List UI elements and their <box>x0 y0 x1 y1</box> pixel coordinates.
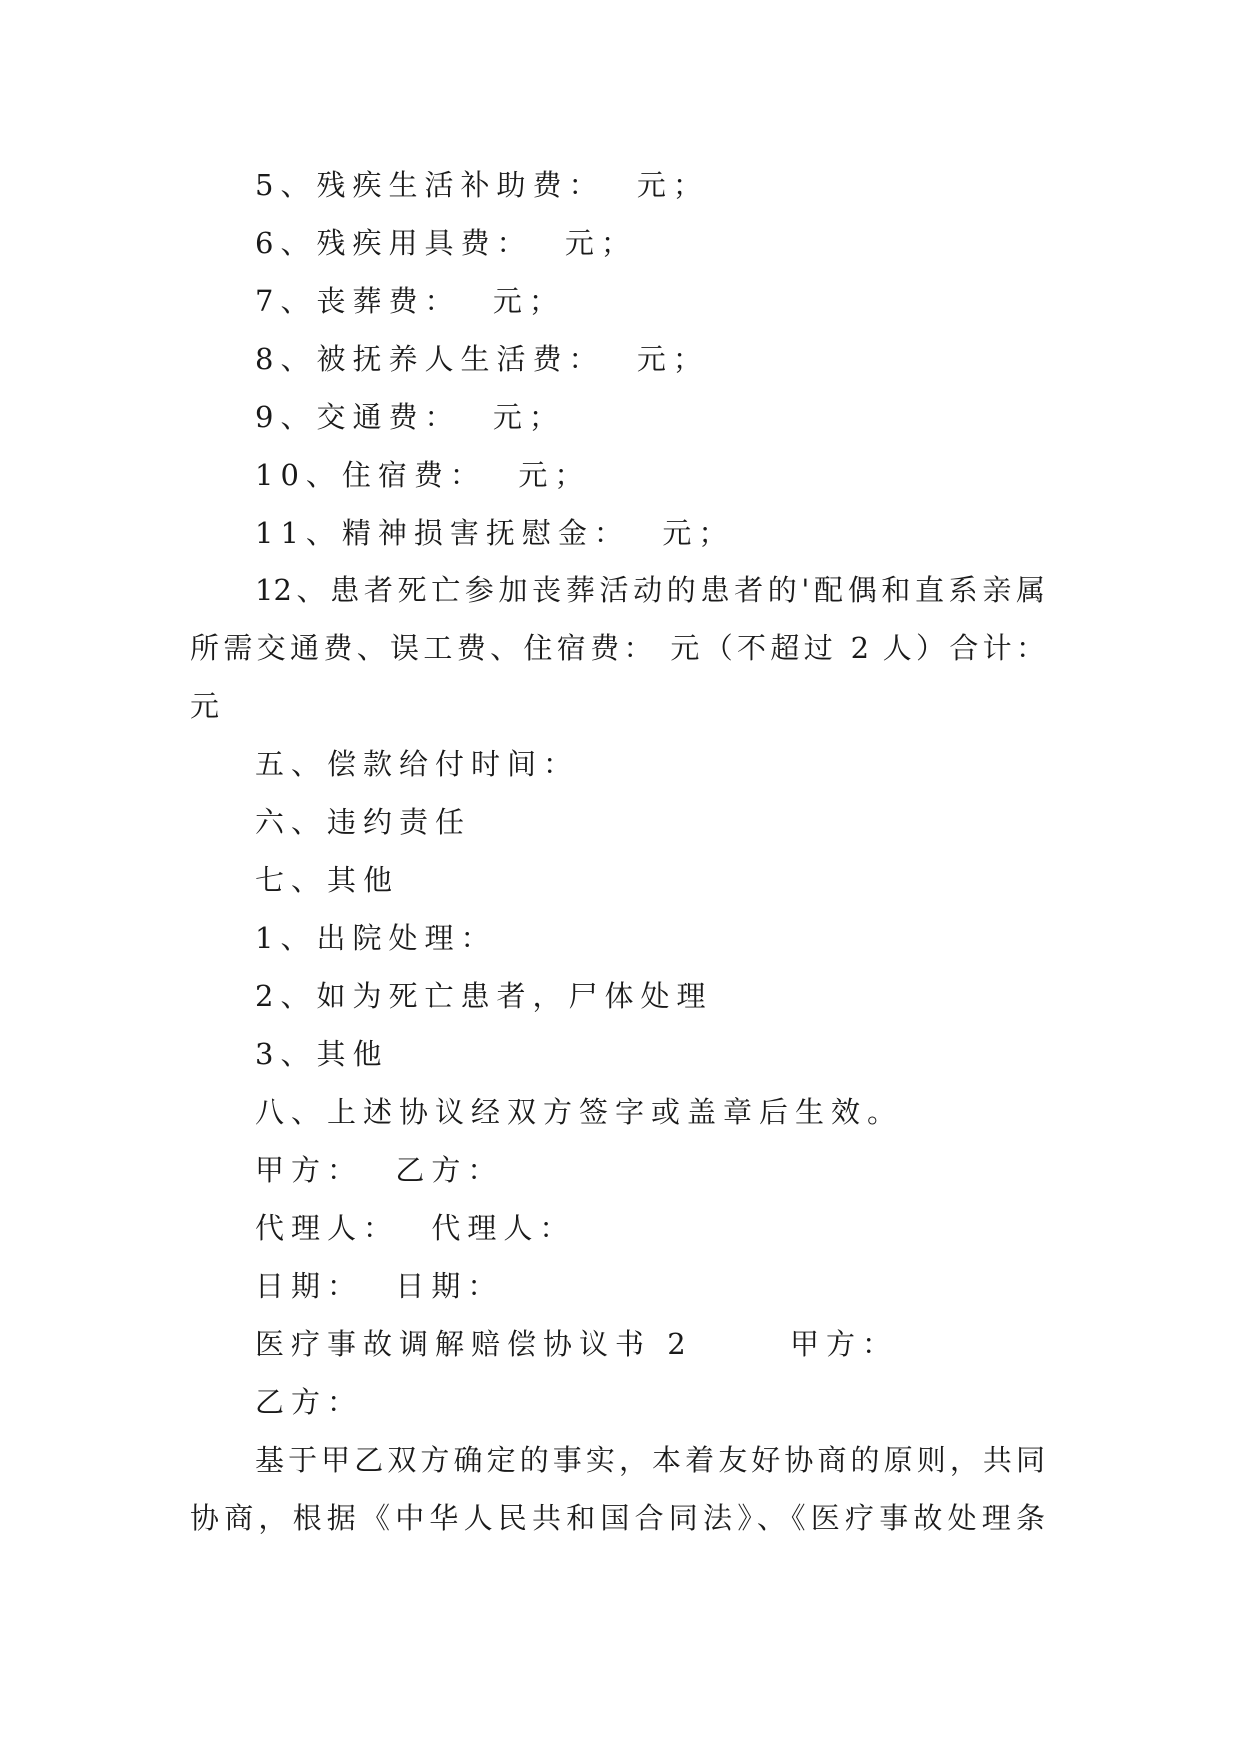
item-discharge-handling: 1、出院处理： <box>255 921 497 955</box>
agreement-2-title: 医疗事故调解赔偿协议书 2 甲方： <box>255 1327 898 1361</box>
party-b-label: 乙方： <box>255 1385 364 1419</box>
item-disability-living-allowance: 5、残疾生活补助费： 元； <box>255 168 709 202</box>
item-mental-damage-compensation: 11、精神损害抚慰金： 元； <box>255 516 735 550</box>
item-funeral-attendance-line-3: 元 <box>190 689 227 723</box>
item-funeral-attendance-line-1: 12、患者死亡参加丧葬活动的患者的'配偶和直系亲属 <box>255 573 1045 607</box>
item-dependent-living-expense: 8、被抚养人生活费： 元； <box>255 342 709 376</box>
signature-dates: 日期： 日期： <box>255 1269 504 1303</box>
item-funeral-fee: 7、丧葬费： 元； <box>255 284 565 318</box>
signature-agents: 代理人： 代理人： <box>255 1211 576 1245</box>
item-body-handling: 2、如为死亡患者，尸体处理 <box>255 979 713 1013</box>
section-breach-liability: 六、违约责任 <box>255 805 472 839</box>
section-other: 七、其他 <box>255 863 400 897</box>
item-other: 3、其他 <box>255 1037 389 1071</box>
item-transport-fee: 9、交通费： 元； <box>255 400 565 434</box>
preamble-line-1: 基于甲乙双方确定的事实，本着友好协商的原则，共同 <box>255 1443 1045 1477</box>
section-effectiveness: 八、上述协议经双方签字或盖章后生效。 <box>255 1095 904 1129</box>
section-payment-time: 五、偿款给付时间： <box>255 747 580 781</box>
signature-parties: 甲方： 乙方： <box>255 1153 504 1187</box>
preamble-line-2: 协商，根据《中华人民共和国合同法》、《医疗事故处理条 <box>190 1501 1045 1535</box>
item-accommodation-fee: 10、住宿费： 元； <box>255 458 591 492</box>
item-disability-equipment-fee: 6、残疾用具费： 元； <box>255 226 637 260</box>
item-funeral-attendance-line-2: 所需交通费、误工费、住宿费： 元（不超过 2 人）合计： <box>190 631 1045 665</box>
